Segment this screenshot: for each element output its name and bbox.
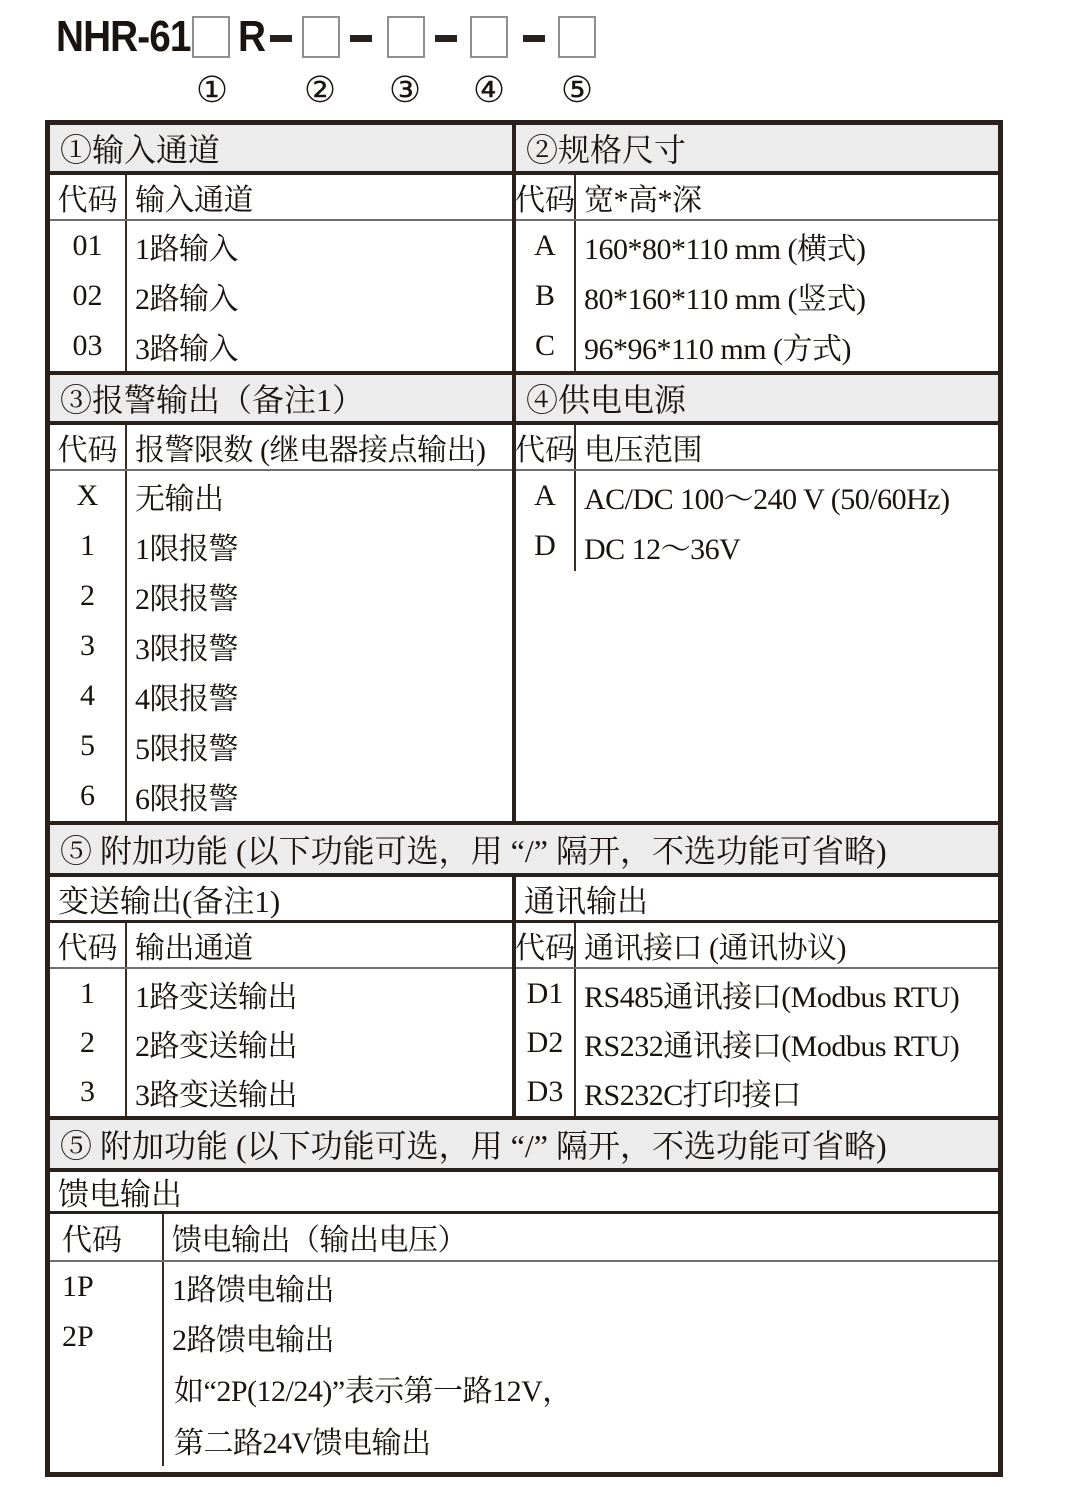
model-prefix: NHR-61: [56, 12, 191, 61]
row-code: 1: [50, 521, 127, 571]
row-desc: 3路变送输出: [135, 1078, 297, 1112]
row-code: 3: [50, 1067, 127, 1116]
model-code-line: [0, 0, 1080, 115]
section5-right-header-row: [516, 923, 998, 969]
table-row: [50, 1067, 512, 1116]
column-header-desc: 电压范围: [584, 434, 702, 467]
column-header-code: 代码: [50, 425, 127, 469]
column-header-desc: 输入通道: [135, 184, 253, 217]
section5-right-table: [516, 877, 998, 1116]
table-row: [516, 1018, 998, 1067]
position-label-1: ①: [195, 70, 229, 111]
table-row: [516, 271, 998, 321]
row-code: C: [516, 321, 576, 371]
table-row: [50, 1312, 998, 1362]
table-row: [516, 969, 998, 1018]
section3-table: [50, 425, 516, 821]
row-desc: 2路输入: [135, 283, 238, 316]
model-fixed-code: R: [238, 12, 266, 61]
column-header-desc: 报警限数 (继电器接点输出): [135, 434, 486, 467]
table-row: [516, 321, 998, 371]
row-code: 1: [50, 969, 127, 1018]
section6-header-band: [50, 1214, 998, 1262]
table-row: [50, 771, 512, 821]
row-desc: 80*160*110 mm (竖式): [584, 283, 866, 316]
column-header-desc: 输出通道: [135, 932, 253, 965]
section1-table: [50, 175, 516, 371]
row-desc: 160*80*110 mm (横式): [584, 233, 866, 266]
section-title-band-1: [50, 125, 998, 175]
row-desc: 4限报警: [135, 683, 238, 716]
section5-left-subtitle: 变送输出(备注1): [50, 877, 512, 923]
row-code: 2P: [50, 1312, 164, 1362]
row-desc: 1限报警: [135, 533, 238, 566]
dash-separator: [435, 35, 457, 42]
row-code: 5: [50, 721, 127, 771]
model-code-box-2: [302, 16, 340, 58]
dash-separator: [270, 35, 292, 42]
table-note-row: [50, 1362, 998, 1414]
table-row: [50, 969, 512, 1018]
row-desc: 6限报警: [135, 783, 238, 816]
table-row: [516, 521, 998, 571]
dash-separator: [523, 35, 545, 42]
row-code: 3: [50, 621, 127, 671]
column-header-desc: 通讯接口 (通讯协议): [584, 932, 846, 965]
section6-data-band: [50, 1262, 998, 1466]
table-row: [50, 1262, 998, 1312]
row-code: 1P: [50, 1262, 164, 1312]
row-desc: 3路输入: [135, 333, 238, 366]
model-code-box-1: [192, 16, 230, 58]
position-label-4: ④: [472, 70, 506, 111]
table-row: [50, 621, 512, 671]
row-code: 01: [50, 221, 127, 271]
position-label-5: ⑤: [560, 70, 594, 111]
section-content-band-1: [50, 175, 998, 375]
row-code: A: [516, 221, 576, 271]
row-code: D2: [516, 1018, 576, 1067]
section2-header-row: [516, 175, 998, 221]
row-desc: 96*96*110 mm (方式): [584, 333, 852, 366]
row-desc: 2路馈电输出: [172, 1324, 334, 1357]
section5-title: ⑤ 附加功能 (以下功能可选，用 “/” 隔开，不选功能可省略): [60, 833, 887, 869]
row-code: 2: [50, 1018, 127, 1067]
row-desc: DC 12～36V: [584, 533, 741, 566]
column-header-code: 代码: [516, 175, 576, 219]
row-desc: RS232通讯接口(Modbus RTU): [584, 1029, 960, 1063]
column-header-code: 代码: [516, 425, 576, 469]
section-title-band-2: [50, 375, 998, 425]
table-row: [50, 671, 512, 721]
column-header-code: 代码: [516, 923, 576, 967]
section6-subtitle: 馈电输出: [50, 1172, 998, 1214]
table-row: [50, 221, 512, 271]
row-code: A: [516, 471, 576, 521]
table-row: [50, 271, 512, 321]
section-title-band-4: [50, 1120, 998, 1172]
table-row: [50, 521, 512, 571]
row-desc: 1路输入: [135, 233, 238, 266]
ordering-table: [45, 120, 1003, 1477]
section4-table: [516, 425, 998, 821]
column-header-code: 代码: [50, 175, 127, 219]
row-code: 6: [50, 771, 127, 821]
model-code-box-3: [387, 16, 425, 58]
row-desc: 2路变送输出: [135, 1029, 297, 1063]
model-code-box-5: [558, 16, 596, 58]
section2-title: ②规格尺寸: [526, 132, 687, 168]
row-desc: AC/DC 100～240 V (50/60Hz): [584, 483, 950, 516]
section6-subtitle-band: [50, 1172, 998, 1214]
row-code: 4: [50, 671, 127, 721]
row-desc: 2限报警: [135, 583, 238, 616]
section3-title: ③报警输出（备注1）: [50, 375, 516, 421]
section1-title: ①输入通道: [50, 125, 516, 171]
section6-title: ⑤ 附加功能 (以下功能可选，用 “/” 隔开，不选功能可省略): [60, 1128, 887, 1164]
section1-header-row: [50, 175, 512, 221]
row-code: D1: [516, 969, 576, 1018]
table-row: [516, 1067, 998, 1116]
section5-left-header-row: [50, 923, 512, 969]
section4-title: ④供电电源: [526, 382, 687, 418]
row-code: B: [516, 271, 576, 321]
section6-header-row: [50, 1214, 998, 1262]
row-desc: 3限报警: [135, 633, 238, 666]
section5-left-table: [50, 877, 516, 1116]
section2-table: [516, 175, 998, 371]
row-code: 02: [50, 271, 127, 321]
table-row: [516, 221, 998, 271]
row-desc: 5限报警: [135, 733, 238, 766]
row-code: D3: [516, 1067, 576, 1116]
column-header-desc: 宽*高*深: [584, 184, 702, 217]
row-code: [50, 1362, 164, 1414]
section3-header-row: [50, 425, 512, 471]
column-header-desc: 馈电输出（输出电压）: [172, 1224, 467, 1257]
table-row: [50, 321, 512, 371]
table-row: [50, 1018, 512, 1067]
row-desc: 1路变送输出: [135, 980, 297, 1014]
row-desc: 如“2P(12/24)”表示第一路12V，: [174, 1375, 572, 1408]
row-code: 2: [50, 571, 127, 621]
position-label-2: ②: [303, 70, 337, 111]
section4-header-row: [516, 425, 998, 471]
row-desc: RS232C打印接口: [584, 1078, 801, 1112]
table-row: [50, 571, 512, 621]
column-header-code: 代码: [50, 1214, 164, 1260]
table-row: [516, 471, 998, 521]
row-desc: 1路馈电输出: [172, 1274, 334, 1307]
column-header-code: 代码: [50, 923, 127, 967]
section5-right-subtitle: 通讯输出: [516, 877, 998, 923]
section-content-band-3: [50, 877, 998, 1120]
table-row: [50, 471, 512, 521]
row-code: 03: [50, 321, 127, 371]
row-desc: RS485通讯接口(Modbus RTU): [584, 980, 960, 1014]
row-code: D: [516, 521, 576, 571]
section-content-band-2: [50, 425, 998, 825]
table-note-row: [50, 1414, 998, 1466]
row-desc: 无输出: [135, 483, 224, 516]
model-code-box-4: [470, 16, 508, 58]
dash-separator: [350, 35, 372, 42]
position-label-3: ③: [388, 70, 422, 111]
section-title-band-3: [50, 825, 998, 877]
table-row: [50, 721, 512, 771]
row-desc: 第二路24V馈电输出: [174, 1427, 431, 1460]
row-code: [50, 1414, 164, 1466]
row-code: X: [50, 471, 127, 521]
